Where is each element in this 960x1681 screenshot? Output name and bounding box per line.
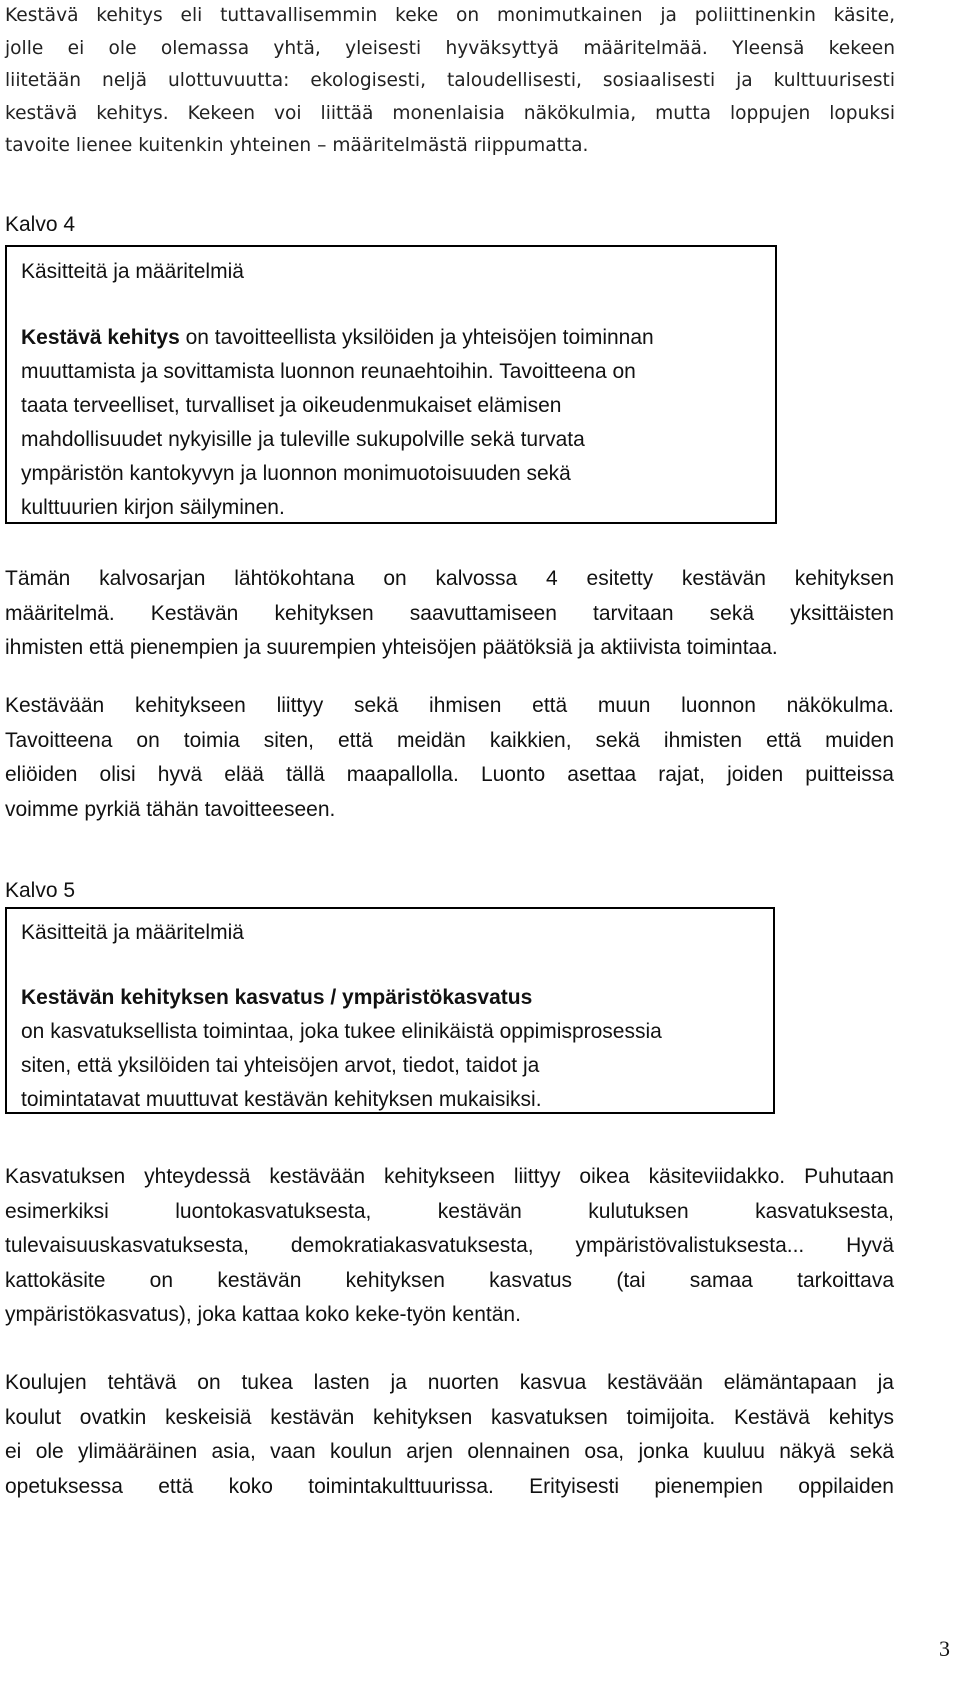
slide-5-title: Käsitteitä ja määritelmiä	[21, 921, 244, 944]
paragraph-line: voimme pyrkiä tähän tavoitteeseen.	[5, 797, 336, 821]
paragraph-line: tulevaisuuskasvatuksesta, demokratiakasvatuksesta, ympäristövalistuksesta... Hyvä	[5, 1234, 894, 1257]
paragraph-line: määritelmä. Kestävän kehityksen saavuttamiseen tarvitaan sekä yksittäisten	[5, 601, 894, 625]
slide-5-line: on kasvatuksellista toimintaa, joka tukee elinikäistä oppimisprosessia	[21, 1020, 662, 1043]
slide-5-body	[21, 981, 662, 1117]
slide-4-line: ympäristön kantokyvyn ja luonnon monimuotoisuuden sekä	[21, 462, 571, 485]
slide-5-label: Kalvo 5	[5, 879, 76, 902]
slide-4-definition-box	[5, 245, 777, 524]
page-number: 3	[939, 1636, 950, 1661]
paragraph-2	[5, 689, 894, 827]
slide-4-title: Käsitteitä ja määritelmiä	[21, 260, 244, 283]
slide-4-first-line-rest: on tavoitteellista yksilöiden ja yhteisöjen toiminnan	[179, 326, 654, 349]
paragraph-line: Tavoitteena on toimia siten, että meidän kaikkien, sekä ihmisten että muiden	[5, 728, 894, 752]
slide-4-label: Kalvo 4	[5, 213, 76, 236]
slide-5-term: Kestävän kehityksen kasvatus / ympäristökasvatus	[21, 986, 533, 1009]
paragraph-line: Kestävään kehitykseen liittyy sekä ihmisen että muun luonnon näkökulma.	[5, 694, 894, 717]
slide-4-line: kulttuurien kirjon säilyminen.	[21, 496, 285, 519]
slide-4-body	[21, 321, 654, 525]
paragraph-line: koulut ovatkin keskeisiä kestävän kehityksen kasvatuksen toimijoita. Kestävä kehitys	[5, 1405, 894, 1429]
paragraph-1	[5, 562, 894, 666]
paragraph-line: Tämän kalvosarjan lähtökohtana on kalvossa 4 esitetty kestävän kehityksen	[5, 567, 894, 590]
paragraph-line: kattokäsite on kestävän kehityksen kasvatus (tai samaa tarkoittava	[5, 1268, 894, 1292]
paragraph-line: eliöiden olisi hyvä elää tällä maapallolla. Luonto asettaa rajat, joiden puitteissa	[5, 763, 894, 786]
intro-line: kestävä kehitys. Kekeen voi liittää monenlaisia näkökulmia, mutta loppujen lopuksi	[5, 102, 895, 124]
paragraph-line: ihmisten että pienempien ja suurempien yhteisöjen päätöksiä ja aktiivista toimintaa.	[5, 636, 778, 659]
slide-5-definition-box	[5, 907, 775, 1114]
intro-line: tavoite lienee kuitenkin yhteinen – määritelmästä riippumatta.	[5, 135, 589, 156]
slide-4-line: mahdollisuudet nykyisille ja tuleville sukupolville sekä turvata	[21, 428, 585, 451]
intro-line: liitetään neljä ulottuvuutta: ekologisesti, taloudellisesti, sosiaalisesti ja kulttuurisesti	[5, 70, 895, 91]
slide-4-first-line	[21, 321, 654, 355]
paragraph-line: esimerkiksi luontokasvatuksesta, kestävän kulutuksen kasvatuksesta,	[5, 1199, 894, 1223]
slide-4-line: taata terveelliset, turvalliset ja oikeudenmukaiset elämisen	[21, 394, 562, 417]
paragraph-3	[5, 1160, 894, 1333]
paragraph-line: ympäristökasvatus), joka kattaa koko keke-työn kentän.	[5, 1303, 521, 1326]
paragraph-line: Kasvatuksen yhteydessä kestävään kehitykseen liittyy oikea käsiteviidakko. Puhutaan	[5, 1165, 894, 1188]
slide-5-line: toimintatavat muuttuvat kestävän kehityksen mukaisiksi.	[21, 1088, 542, 1111]
paragraph-line: opetuksessa että koko toimintakulttuurissa. Erityisesti pienempien oppilaiden	[5, 1474, 894, 1498]
slide-4-term: Kestävä kehitys	[21, 326, 180, 349]
intro-paragraph	[5, 0, 895, 163]
paragraph-4	[5, 1366, 894, 1504]
slide-4-line: muuttamista ja sovittamista luonnon reunaehtoihin. Tavoitteena on	[21, 360, 636, 383]
paragraph-line: Koulujen tehtävä on tukea lasten ja nuorten kasvua kestävään elämäntapaan ja	[5, 1371, 894, 1394]
intro-line: Kestävä kehitys eli tuttavallisemmin keke on monimutkainen ja poliittinenkin käsite,	[5, 5, 895, 26]
slide-5-line: siten, että yksilöiden tai yhteisöjen arvot, tiedot, taidot ja	[21, 1054, 540, 1077]
intro-line: jolle ei ole olemassa yhtä, yleisesti hyväksyttyä määritelmää. Yleensä kekeen	[5, 37, 895, 59]
paragraph-line: ei ole ylimääräinen asia, vaan koulun arjen olennainen osa, jonka kuuluu näkyä sekä	[5, 1440, 894, 1463]
